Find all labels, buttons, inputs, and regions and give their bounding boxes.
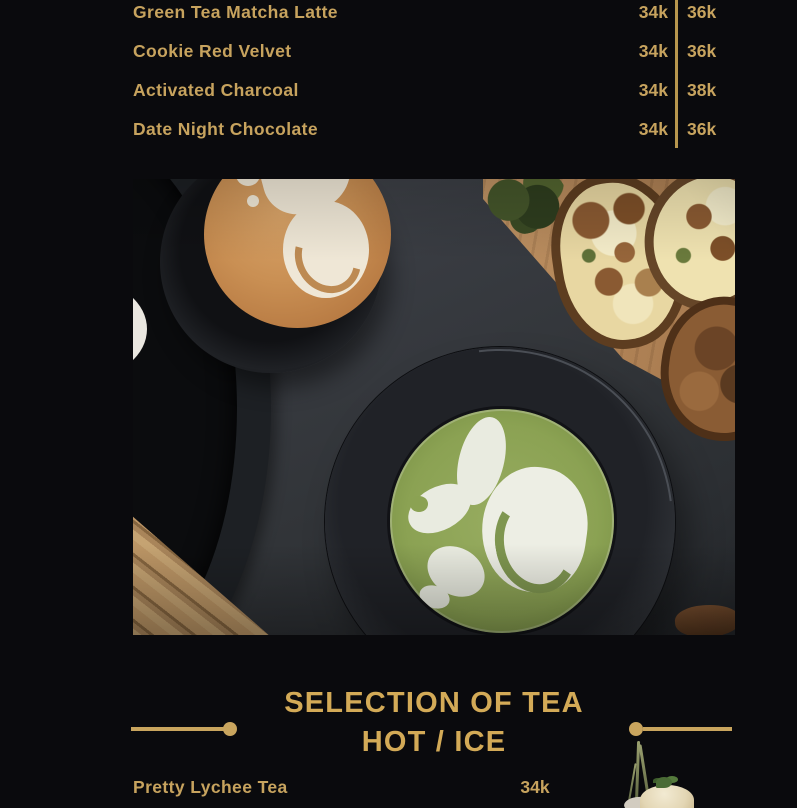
cream-scoop	[640, 785, 694, 808]
coffee-price-list	[0, 0, 797, 160]
menu-item-price-hot: 34k	[638, 41, 668, 61]
menu-item-name: Activated Charcoal	[133, 80, 299, 100]
menu-item-name: Green Tea Matcha Latte	[133, 2, 338, 22]
hero-photo	[133, 179, 735, 635]
mint-leaf	[656, 777, 672, 788]
tea-section-subtitle: HOT / ICE	[361, 726, 507, 758]
latte-art-swirl-blob	[283, 201, 369, 298]
menu-item-price-ice: 38k	[687, 80, 717, 100]
menu-item-price-hot: 34k	[638, 80, 668, 100]
latte-art-dot-small	[247, 195, 259, 207]
tea-item-name: Pretty Lychee Tea	[133, 777, 288, 797]
latte-art-dot-large	[236, 179, 260, 186]
menu-item-price-hot: 34k	[638, 119, 668, 139]
menu-item-price-ice: 36k	[687, 2, 717, 22]
latte-art-swirl-ring	[282, 211, 373, 306]
price-column-divider	[675, 0, 678, 148]
decor-line-right	[643, 727, 732, 731]
matcha-art-notch	[410, 496, 428, 512]
menu-item-price-ice: 36k	[687, 41, 717, 61]
tea-section-title: SELECTION OF TEA	[284, 687, 584, 719]
decor-dot-left	[223, 722, 237, 736]
menu-item-name: Cookie Red Velvet	[133, 41, 292, 61]
matcha-art-swirl-ring	[487, 486, 586, 600]
latte-crema-surface	[204, 179, 391, 328]
menu-item-price-hot: 34k	[638, 2, 668, 22]
corner-garnish-photo	[598, 733, 748, 808]
menu-item-name: Date Night Chocolate	[133, 119, 318, 139]
menu-item-price-ice: 36k	[687, 119, 717, 139]
decor-line-left	[131, 727, 226, 731]
matcha-latte-surface	[390, 409, 614, 633]
tea-item-price: 34k	[520, 777, 550, 797]
